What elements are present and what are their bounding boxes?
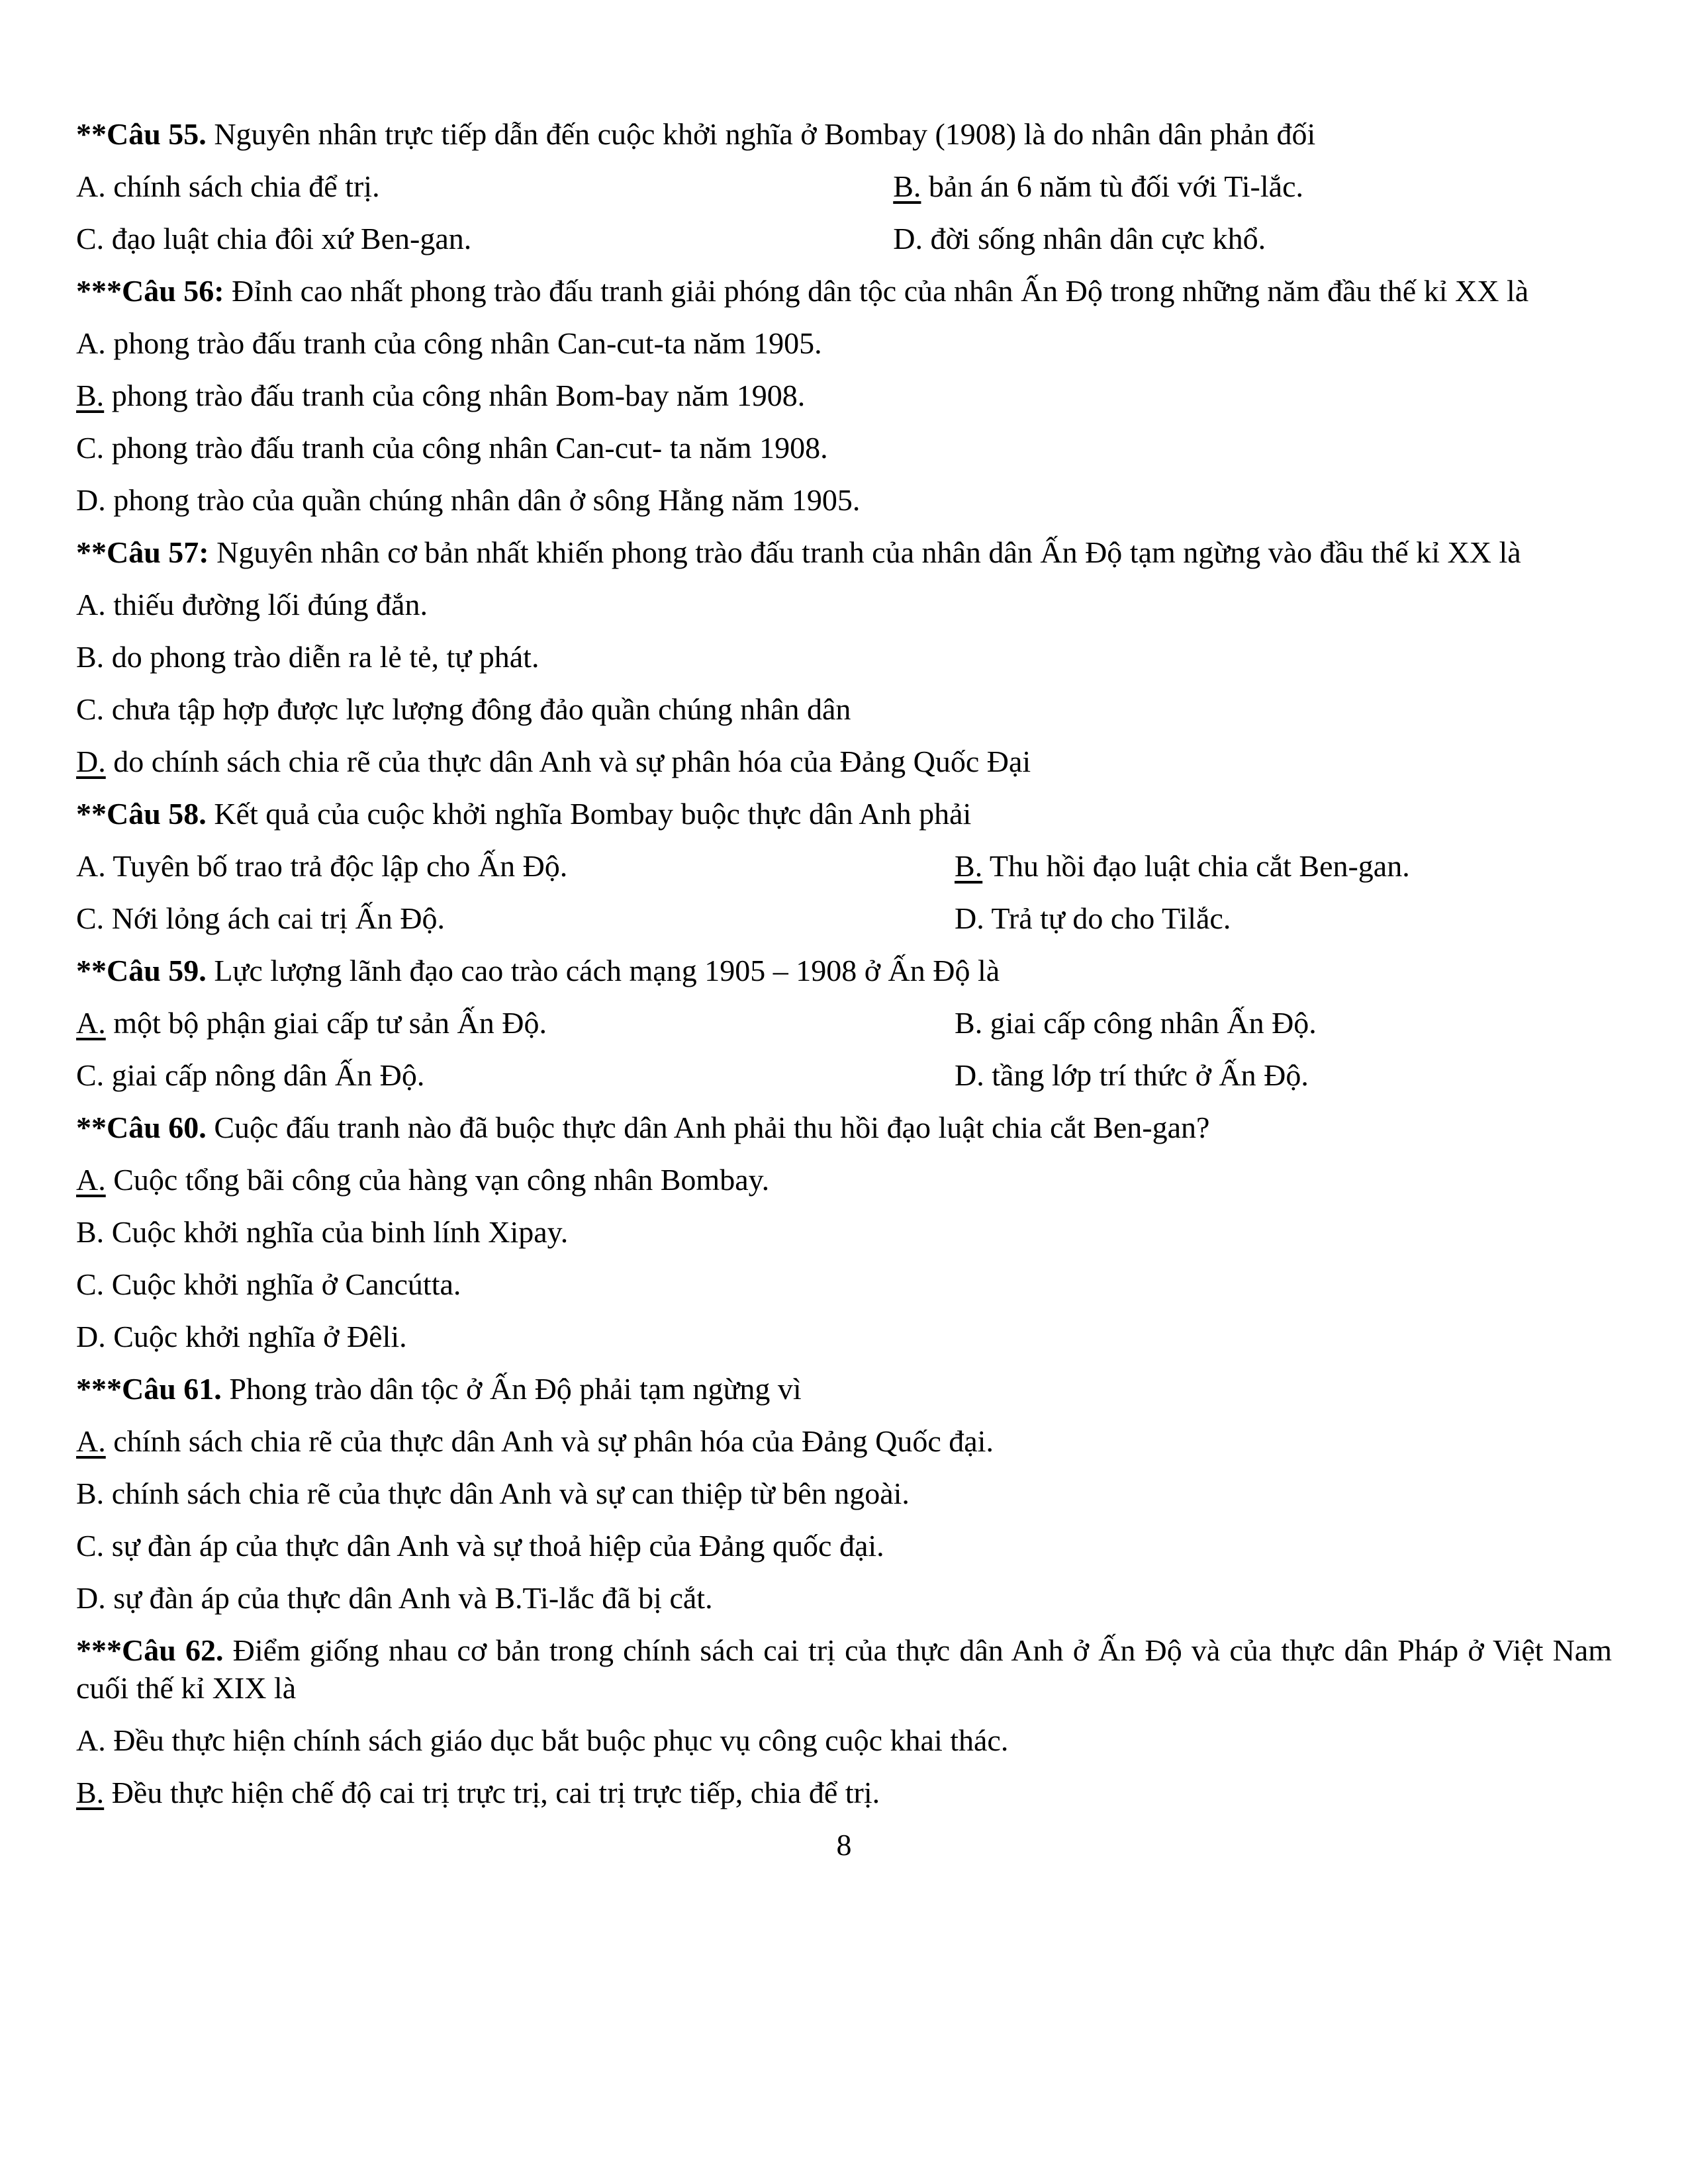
question-62-option-a (76, 1721, 1612, 1759)
question-57-number: **Câu 57: (76, 535, 209, 569)
question-58-title (76, 795, 1612, 833)
question-58-option-row-1 (76, 847, 1612, 885)
question-57-option-a (76, 586, 1612, 623)
question-58-option-d-text: Trả tự do cho Tilắc. (991, 901, 1231, 935)
question-56-option-d (76, 481, 1612, 519)
question-58-option-c-text: Nới lỏng ách cai trị Ấn Độ. (111, 901, 445, 935)
question-61-option-d-text: sự đàn áp của thực dân Anh và B.Ti-lắc đã bị cắt. (113, 1581, 713, 1615)
question-62-option-a-label: A. (76, 1723, 106, 1757)
question-57-option-b (76, 638, 1612, 676)
question-56-option-c (76, 429, 1612, 467)
question-55-text: Nguyên nhân trực tiếp dẫn đến cuộc khởi nghĩa ở Bombay (1908) là do nhân dân phản đối (214, 117, 1316, 151)
question-55-option-b (893, 167, 1303, 205)
question-57-option-c (76, 690, 1612, 728)
question-55-option-a (76, 167, 893, 205)
question-55-option-row-2 (76, 220, 1612, 257)
question-55-option-c-text: đạo luật chia đôi xứ Ben-gan. (111, 222, 472, 255)
question-58-option-c (76, 899, 955, 937)
question-59-option-b (955, 1004, 1317, 1042)
question-57-option-d-label: D. (76, 745, 106, 778)
question-59-option-c-text: giai cấp nông dân Ấn Độ. (111, 1058, 425, 1092)
question-59-option-d (955, 1056, 1309, 1094)
question-62 (76, 1631, 1612, 1811)
question-56-option-c-label: C. (76, 431, 105, 465)
question-58-option-c-label: C. (76, 901, 105, 935)
question-62-option-b-text: Đều thực hiện chế độ cai trị trực trị, cai trị trực tiếp, chia để trị. (111, 1776, 880, 1809)
question-60-option-b-label: B. (76, 1215, 105, 1249)
question-59-option-d-text: tầng lớp trí thức ở Ấn Độ. (992, 1058, 1309, 1092)
question-55-option-b-label: B. (893, 169, 921, 203)
question-60-option-d (76, 1318, 1612, 1355)
question-55-number: **Câu 55. (76, 117, 207, 151)
question-59-option-row-2 (76, 1056, 1612, 1094)
question-55 (76, 115, 1612, 257)
question-61-text: Phong trào dân tộc ở Ấn Độ phải tạm ngừng vì (229, 1372, 802, 1406)
question-59-option-row-1 (76, 1004, 1612, 1042)
question-60-option-a-text: Cuộc tổng bãi công của hàng vạn công nhân Bombay. (113, 1163, 770, 1197)
question-61-option-b-text: chính sách chia rẽ của thực dân Anh và sự can thiệp từ bên ngoài. (111, 1477, 910, 1510)
question-62-number: ***Câu 62. (76, 1633, 224, 1667)
question-61 (76, 1370, 1612, 1617)
question-61-option-c-label: C. (76, 1529, 105, 1563)
question-61-option-a (76, 1422, 1612, 1460)
question-58-number: **Câu 58. (76, 797, 207, 831)
question-60 (76, 1109, 1612, 1355)
question-56-option-a-text: phong trào đấu tranh của công nhân Can-cut-ta năm 1905. (113, 326, 822, 360)
question-58-option-a (76, 847, 955, 885)
question-59-title (76, 952, 1612, 989)
question-57-option-c-text: chưa tập hợp được lực lượng đông đảo quần chúng nhân dân (111, 692, 851, 726)
question-57-option-a-text: thiếu đường lối đúng đắn. (113, 588, 428, 621)
question-55-option-d-text: đời sống nhân dân cực khổ. (930, 222, 1266, 255)
question-61-option-b (76, 1475, 1612, 1512)
question-57-text: Nguyên nhân cơ bản nhất khiến phong trào đấu tranh của nhân dân Ấn Độ tạm ngừng vào đầu thế kỉ XX là (216, 535, 1521, 569)
question-62-option-a-text: Đều thực hiện chính sách giáo dục bắt buộc phục vụ công cuộc khai thác. (113, 1723, 1009, 1757)
question-57-option-a-label: A. (76, 588, 106, 621)
page-number: 8 (836, 1828, 852, 1862)
question-59-option-a (76, 1004, 955, 1042)
question-56-option-a (76, 324, 1612, 362)
question-60-title (76, 1109, 1612, 1146)
question-60-option-c-text: Cuộc khởi nghĩa ở Cancútta. (111, 1267, 461, 1301)
question-62-title (76, 1631, 1612, 1707)
question-57-title (76, 533, 1612, 571)
question-61-option-c (76, 1527, 1612, 1565)
question-55-option-c-label: C. (76, 222, 105, 255)
question-55-title (76, 115, 1612, 153)
question-56-option-d-label: D. (76, 483, 106, 517)
question-60-text: Cuộc đấu tranh nào đã buộc thực dân Anh phải thu hồi đạo luật chia cắt Ben-gan? (214, 1111, 1210, 1144)
question-59 (76, 952, 1612, 1094)
question-61-number: ***Câu 61. (76, 1372, 222, 1406)
question-61-option-a-text: chính sách chia rẽ của thực dân Anh và sự phân hóa của Đảng Quốc đại. (113, 1424, 994, 1458)
question-56-option-b-label: B. (76, 379, 105, 412)
question-58-text: Kết quả của cuộc khởi nghĩa Bombay buộc thực dân Anh phải (214, 797, 972, 831)
question-60-option-a (76, 1161, 1612, 1199)
question-56-text: Đỉnh cao nhất phong trào đấu tranh giải phóng dân tộc của nhân Ấn Độ trong những năm đầu thế kỉ XX là (232, 274, 1529, 308)
question-55-option-a-label: A. (76, 169, 106, 203)
question-59-option-b-label: B. (955, 1006, 983, 1040)
question-58-option-b-text: Thu hồi đạo luật chia cắt Ben-gan. (989, 849, 1410, 883)
question-56-option-c-text: phong trào đấu tranh của công nhân Can-cut- ta năm 1908. (111, 431, 828, 465)
question-59-option-d-label: D. (955, 1058, 984, 1092)
question-60-option-c-label: C. (76, 1267, 105, 1301)
question-59-option-c-label: C. (76, 1058, 105, 1092)
question-61-option-d (76, 1579, 1612, 1617)
question-59-option-a-text: một bộ phận giai cấp tư sản Ấn Độ. (113, 1006, 547, 1040)
question-61-option-d-label: D. (76, 1581, 106, 1615)
question-56 (76, 272, 1612, 519)
question-61-option-c-text: sự đàn áp của thực dân Anh và sự thoả hiệp của Đảng quốc đại. (111, 1529, 884, 1563)
question-55-option-d-label: D. (893, 222, 923, 255)
question-56-number: ***Câu 56: (76, 274, 224, 308)
question-60-option-d-label: D. (76, 1320, 106, 1353)
question-57-option-d (76, 743, 1612, 780)
question-62-text: Điểm giống nhau cơ bản trong chính sách cai trị của thực dân Anh ở Ấn Độ và của thực dân Pháp ở Việt Nam cuối thế kỉ XIX là (76, 1633, 1613, 1705)
question-58-option-a-text: Tuyên bố trao trả độc lập cho Ấn Độ. (113, 849, 568, 883)
question-59-option-a-label: A. (76, 1006, 106, 1040)
question-60-number: **Câu 60. (76, 1111, 207, 1144)
question-58-option-d (955, 899, 1231, 937)
question-59-number: **Câu 59. (76, 954, 207, 987)
question-57-option-b-text: do phong trào diễn ra lẻ tẻ, tự phát. (111, 640, 539, 674)
question-55-option-a-text: chính sách chia để trị. (113, 169, 380, 203)
question-58-option-d-label: D. (955, 901, 984, 935)
question-60-option-c (76, 1265, 1612, 1303)
question-55-option-b-text: bản án 6 năm tù đối với Ti-lắc. (928, 169, 1303, 203)
question-60-option-b-text: Cuộc khởi nghĩa của binh lính Xipay. (111, 1215, 569, 1249)
question-61-option-a-label: A. (76, 1424, 106, 1458)
question-60-option-a-label: A. (76, 1163, 106, 1197)
question-55-option-row-1 (76, 167, 1612, 205)
question-59-option-b-text: giai cấp công nhân Ấn Độ. (990, 1006, 1317, 1040)
question-62-option-b-label: B. (76, 1776, 105, 1809)
question-57-option-c-label: C. (76, 692, 105, 726)
question-60-option-d-text: Cuộc khởi nghĩa ở Đêli. (113, 1320, 407, 1353)
question-55-option-c (76, 220, 893, 257)
question-60-option-b (76, 1213, 1612, 1251)
question-62-option-b (76, 1774, 1612, 1811)
question-56-option-b-text: phong trào đấu tranh của công nhân Bom-bay năm 1908. (111, 379, 806, 412)
question-58-option-a-label: A. (76, 849, 106, 883)
question-59-text: Lực lượng lãnh đạo cao trào cách mạng 1905 – 1908 ở Ấn Độ là (214, 954, 1000, 987)
question-56-option-a-label: A. (76, 326, 106, 360)
question-58 (76, 795, 1612, 937)
question-61-title (76, 1370, 1612, 1408)
question-56-title (76, 272, 1612, 310)
question-57-option-d-text: do chính sách chia rẽ của thực dân Anh và sự phân hóa của Đảng Quốc Đại (113, 745, 1031, 778)
question-57-option-b-label: B. (76, 640, 105, 674)
question-58-option-b (955, 847, 1410, 885)
question-55-option-d (893, 220, 1266, 257)
question-58-option-b-label: B. (955, 849, 983, 883)
question-56-option-d-text: phong trào của quần chúng nhân dân ở sông Hằng năm 1905. (113, 483, 861, 517)
document-content (76, 115, 1612, 1878)
question-59-option-c (76, 1056, 955, 1094)
question-56-option-b (76, 377, 1612, 414)
question-58-option-row-2 (76, 899, 1612, 937)
question-61-option-b-label: B. (76, 1477, 105, 1510)
question-57 (76, 533, 1612, 780)
